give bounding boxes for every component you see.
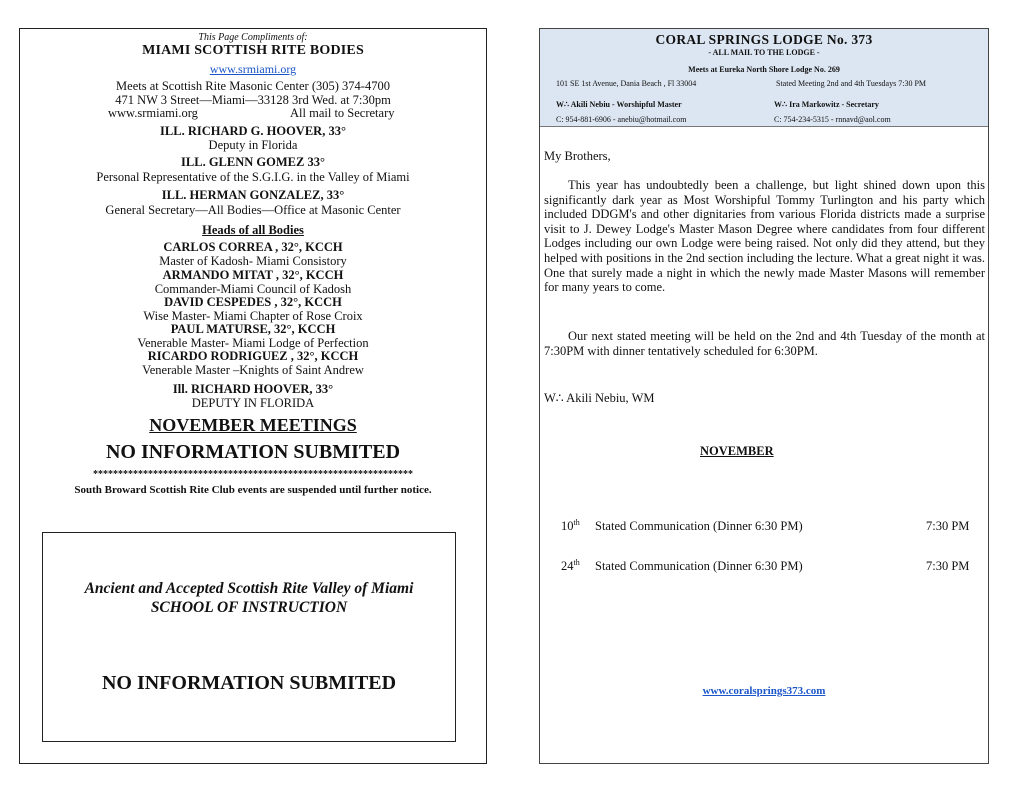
address-line: 471 NW 3 Street—Miami—33128 3rd Wed. at 7:30pm — [115, 93, 391, 107]
officer-name: ILL. RICHARD G. HOOVER, 33° — [160, 124, 346, 138]
school-subtitle: SCHOOL OF INSTRUCTION — [150, 599, 348, 616]
november-meetings-heading: NOVEMBER MEETINGS — [149, 415, 357, 435]
srmiami-link[interactable]: www.srmiami.org — [209, 62, 297, 76]
mail-note: All mail to Secretary — [290, 106, 395, 120]
officer-title: General Secretary—All Bodies—Office at Masonic Center — [105, 203, 401, 217]
head-title: Commander-Miami Council of Kadosh — [154, 282, 352, 296]
lodge-title: CORAL SPRINGS LODGE No. 373 — [655, 32, 873, 47]
head-name: PAUL MATURSE, 32°, KCCH — [170, 322, 336, 336]
head-title: DEPUTY IN FLORIDA — [191, 396, 315, 410]
head-title: Venerable Master- Miami Lodge of Perfection — [137, 336, 369, 350]
greeting: My Brothers, — [544, 149, 611, 163]
compliments-line: This Page Compliments of: — [198, 32, 308, 43]
lodge-address: 101 SE 1st Avenue, Dania Beach , Fl 33004 — [556, 79, 697, 88]
head-name: ARMANDO MITAT , 32°, KCCH — [162, 268, 344, 282]
event-desc: Stated Communication (Dinner 6:30 PM) — [595, 519, 803, 533]
coral-springs-page — [539, 28, 989, 764]
scottish-rite-page — [19, 28, 487, 764]
head-name: RICARDO RODRIGUEZ , 32°, KCCH — [147, 349, 359, 363]
letter-paragraph-2: Our next stated meeting will be held on the 2nd and 4th Tuesday of the month at 7:30PM with dinner tentatively scheduled for 6:30PM. — [544, 329, 985, 358]
event-time: 7:30 PM — [926, 559, 970, 573]
head-name: CARLOS CORREA , 32°, KCCH — [163, 240, 343, 254]
head-title: Master of Kadosh- Miami Consistory — [159, 254, 347, 268]
south-broward-note: South Broward Scottish Rite Club events are suspended until further notice. — [74, 484, 432, 496]
school-no-info: NO INFORMATION SUBMITED — [101, 672, 397, 694]
officer-title: Deputy in Florida — [208, 138, 298, 152]
no-info-text: NO INFORMATION SUBMITED — [105, 441, 401, 463]
coralsprings-link[interactable]: www.coralsprings373.com — [702, 685, 826, 697]
event-desc: Stated Communication (Dinner 6:30 PM) — [595, 559, 803, 573]
event-day: 10th — [561, 518, 580, 534]
head-name: DAVID CESPEDES , 32°, KCCH — [164, 295, 342, 309]
event-time: 7:30 PM — [926, 519, 970, 533]
officer-name: ILL. GLENN GOMEZ 33° — [181, 155, 325, 169]
meets-line: Meets at Scottish Rite Masonic Center (305) 374-4700 — [116, 79, 390, 93]
lodge-stated: Stated Meeting 2nd and 4th Tuesdays 7:30 PM — [776, 79, 927, 88]
master-contact: C: 954-881-6906 - anebiu@hotmail.com — [556, 115, 687, 124]
head-name: Ill. RICHARD HOOVER, 33° — [172, 382, 334, 396]
officer-title: Personal Representative of the S.G.I.G. in the Valley of Miami — [96, 170, 410, 184]
signature: W∴ Akili Nebiu, WM — [544, 391, 655, 405]
event-day: 24th — [561, 558, 580, 574]
school-box — [42, 532, 456, 742]
month-heading: NOVEMBER — [700, 444, 774, 458]
head-title: Wise Master- Miami Chapter of Rose Croix — [143, 309, 363, 323]
master-name: W∴ Akili Nebiu - Worshipful Master — [556, 100, 682, 109]
secretary-name: W∴ Ira Markowitz - Secretary — [774, 100, 879, 109]
school-title: Ancient and Accepted Scottish Rite Valley of Miami — [84, 580, 414, 597]
head-title: Venerable Master –Knights of Saint Andrew — [142, 363, 364, 377]
lodge-mail-note: - ALL MAIL TO THE LODGE - — [708, 48, 820, 57]
web-text: www.srmiami.org — [108, 106, 198, 120]
heads-heading: Heads of all Bodies — [202, 223, 304, 237]
officer-name: ILL. HERMAN GONZALEZ, 33° — [161, 188, 345, 202]
org-title: MIAMI SCOTTISH RITE BODIES — [142, 43, 364, 58]
lodge-meets: Meets at Eureka North Shore Lodge No. 269 — [688, 65, 840, 74]
secretary-contact: C: 754-234-5315 - rnnavd@aol.com — [774, 115, 891, 124]
letter-paragraph-1: This year has undoubtedly been a challenge, but light shined down upon this significantly dark year as Most Worshipful Tommy Turlington and his party which included DDGM's and other dignitaries from various Florida districts made a surprise visit to J. Dewey Lodge's Master Mason Degree where candidates from four different Lodges including our own Lodge were being raised. Not only did they attend, but they helped with positions in the 2nd section including the lecture. What a great night it was. One that surely made a night in which the newly made Master Masons will remember for many years to come. — [544, 178, 985, 295]
stars-divider: **************************************************************** — [93, 469, 413, 480]
lodge-header — [540, 29, 988, 127]
